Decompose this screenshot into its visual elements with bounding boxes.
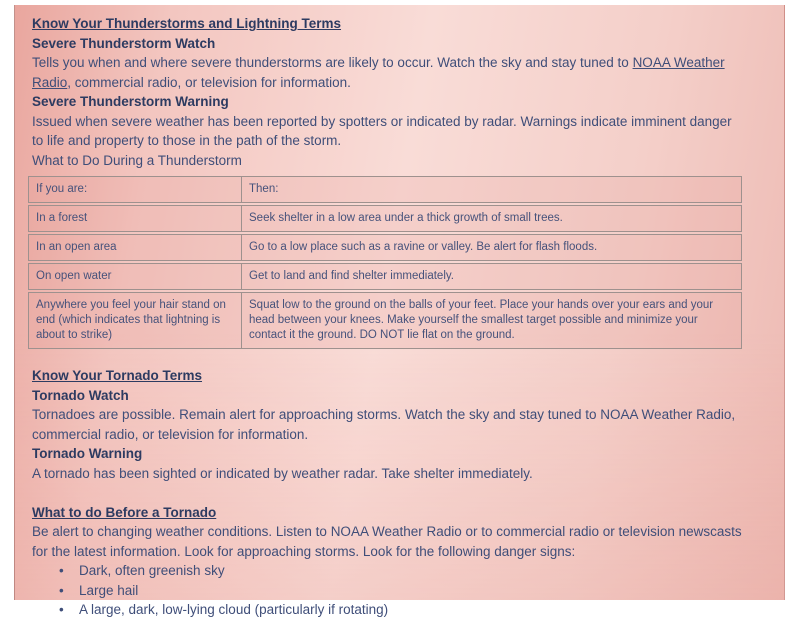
document-page (14, 5, 785, 617)
table-cell-condition: Anywhere you feel your hair stand on end (which indicates that lightning is about to strike) (29, 293, 242, 348)
table-row (28, 205, 742, 232)
table-cell-condition: In an open area (29, 235, 242, 260)
severe-thunderstorm-watch-heading: Severe Thunderstorm Watch (32, 35, 216, 51)
danger-sign-text: Large hail (79, 582, 139, 598)
danger-sign-text: Dark, often greenish sky (79, 563, 225, 578)
table-cell-action: Squat low to the ground on the balls of your feet. Place your hands over your ears and your head between your knees. Make yourself the smallest target possible and minimize your contact it the ground. DO NOT lie flat on the ground. (249, 299, 714, 341)
table-intro-line: What to Do During a Thunderstorm (32, 152, 242, 168)
noaa-weather-radio-link: NOAA Weather Radio (32, 55, 725, 90)
table-cell-condition: In a forest (29, 206, 242, 231)
tornado-watch-text: Tornadoes are possible. Remain alert for approaching storms. Watch the sky and stay tuned to NOAA Weather Radio, commercial radio, or television for information. (32, 407, 736, 442)
watch-text-post: , commercial radio, or television for information. (67, 74, 351, 90)
bullet-icon: • (59, 582, 64, 598)
table-cell-condition: On open water (29, 264, 242, 289)
before-tornado-intro: Be alert to changing weather conditions. Listen to NOAA Weather Radio or to commercial radio or television newscasts for the latest information. Look for approaching storms. Look for the following danger signs: (32, 524, 742, 559)
table-row (28, 234, 742, 261)
table-row (28, 292, 742, 349)
tornado-watch-heading: Tornado Watch (32, 387, 129, 403)
list-item (32, 581, 744, 601)
thunderstorm-actions-table (28, 176, 742, 349)
table-header-then: Then: (249, 183, 279, 195)
danger-signs-list (32, 561, 744, 620)
severe-thunderstorm-warning-text: Issued when severe weather has been reported by spotters or indicated by radar. Warnings indicate imminent danger to life and property to those in the path of the storm. (32, 113, 732, 148)
danger-sign-text: A large, dark, low-lying cloud (particularly if rotating) (79, 602, 389, 617)
list-item (32, 561, 744, 581)
table-cell-action: Get to land and find shelter immediately. (249, 270, 454, 282)
tornado-warning-text: A tornado has been sighted or indicated by weather radar. Take shelter immediately. (32, 465, 533, 481)
severe-thunderstorm-warning-heading: Severe Thunderstorm Warning (32, 94, 229, 109)
severe-thunderstorm-watch-text (32, 53, 744, 92)
list-item (32, 600, 744, 620)
table-row (28, 263, 742, 290)
document-content (15, 5, 744, 620)
bullet-icon: • (59, 563, 64, 578)
thunderstorm-section-title: Know Your Thunderstorms and Lightning Terms (32, 16, 342, 31)
table-cell-action: Seek shelter in a low area under a thick growth of small trees. (249, 212, 563, 224)
tornado-warning-heading: Tornado Warning (32, 446, 143, 461)
table-cell-action: Go to a low place such as a ravine or valley. Be alert for flash floods. (249, 241, 598, 253)
table-header-row (28, 176, 742, 203)
before-tornado-section-title: What to do Before a Tornado (32, 504, 217, 520)
bullet-icon: • (59, 602, 64, 617)
tornado-section-title: Know Your Tornado Terms (32, 368, 203, 383)
watch-text-pre: Tells you when and where severe thunderstorms are likely to occur. Watch the sky and stay tuned to (32, 55, 633, 70)
table-header-if: If you are: (29, 177, 242, 202)
